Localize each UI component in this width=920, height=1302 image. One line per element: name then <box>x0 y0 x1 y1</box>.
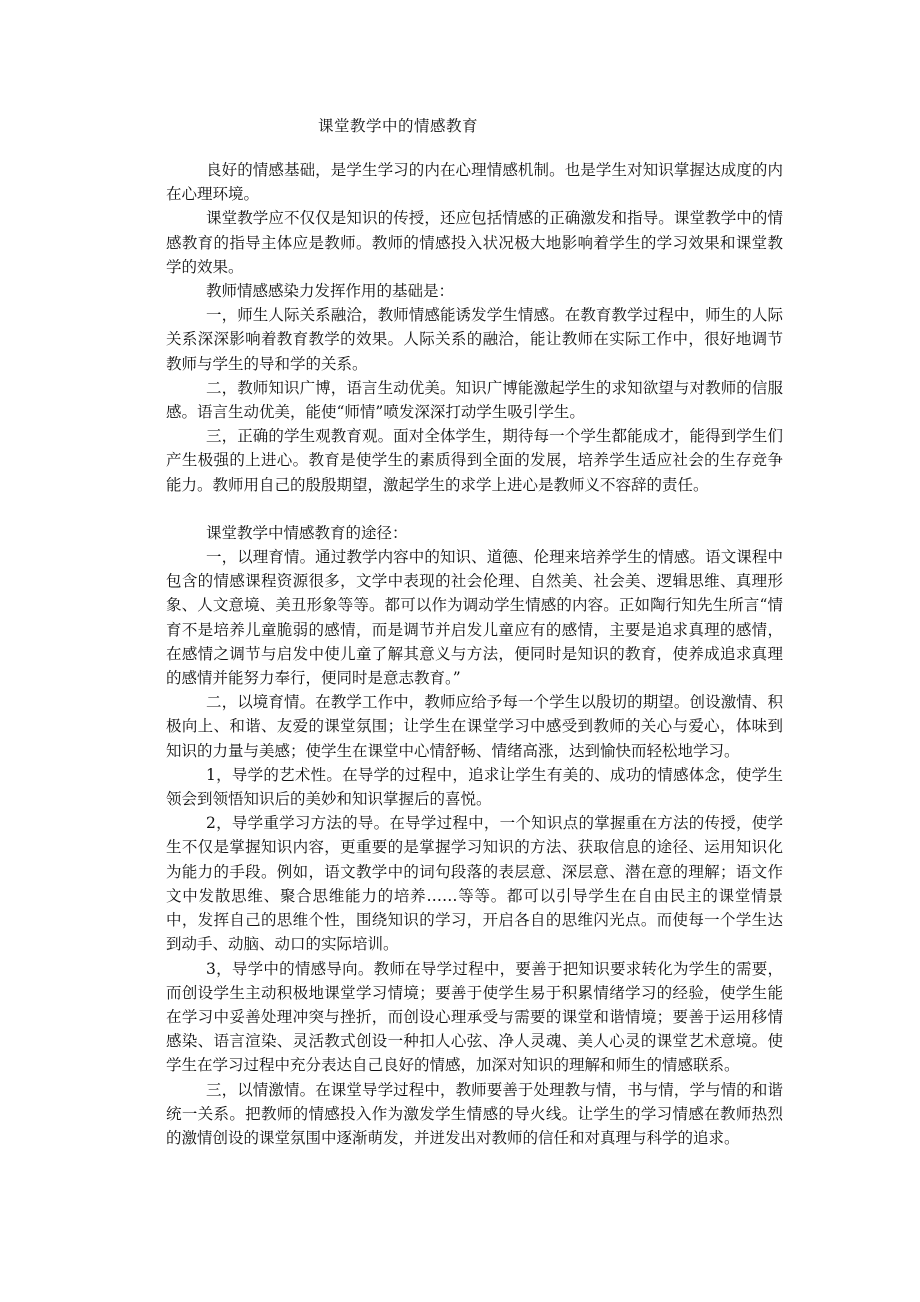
paragraph: 良好的情感基础，是学生学习的内在心理情感机制。也是学生对知识掌握达成度的内在心理环境。 <box>166 161 783 204</box>
paragraph: 1，导学的艺术性。在导学的过程中，追求让学生有美的、成功的情感体念，使学生领会到领悟知识后的美妙和知识掌握后的喜悦。 <box>166 765 783 809</box>
section-heading: 课堂教学中情感教育的途径： <box>206 523 408 542</box>
paragraph: 三，以情激情。在课堂导学过程中，教师要善于处理教与情，书与情，学与情的和谐统一关系。把教师的情感投入作为激发学生情感的导火线。让学生的学习情感在教师热烈的激情创设的课堂氛围中逐渐萌发，并迸发出对教师的信任和对真理与科学的追求。 <box>166 1080 783 1147</box>
paragraph: 2，导学重学习方法的导。在导学过程中，一个知识点的掌握重在方法的传授，使学生不仅是掌握知识内容，更重要的是掌握学习知识的方法、获取信息的途径、运用知识化为能力的手段。例如，语文教学中的词句段落的表层意、深层意、潜在意的理解；语文作文中发散思维、聚合思维能力的培养……等等。都可以引导学生在自由民主的课堂情景中，发挥自己的思维个性，围绕知识的学习，开启各自的思维闪光点。而使每一个学生达到动手、动脑、动口的实际培训。 <box>166 814 783 954</box>
paragraph: 二，以境育情。在教学工作中，教师应给予每一个学生以殷切的期望。创设激情、积极向上、和谐、友爱的课堂氛围；让学生在课堂学习中感受到教师的关心与爱心，体味到知识的力量与美感；使学生在课堂中心情舒畅、情绪高涨，达到愉快而轻松地学习。 <box>166 693 783 760</box>
document-title: 课堂教学中的情感教育 <box>318 117 479 135</box>
paragraph: 3，导学中的情感导向。教师在导学过程中，要善于把知识要求转化为学生的需要，而创设学生主动积极地课堂学习情境；要善于使学生易于积累情绪学习的经验，使学生能在学习中妥善处理冲突与挫折，而创设心理承受与需要的课堂和谐情境；要善于运用移情感染、语言渲染、灵活教式创设一种扣人心弦、净人灵魂、美人心灵的课堂艺术意境。使学生在学习过程中充分表达自己良好的情感，加深对知识的理解和师生的情感联系。 <box>166 959 783 1075</box>
paragraph: 三，正确的学生观教育观。面对全体学生，期待每一个学生都能成才，能得到学生们产生极强的上进心。教育是使学生的素质得到全面的发展，培养学生适应社会的生存竞争能力。教师用自己的殷殷期望，激起学生的求学上进心是教师义不容辞的责任。 <box>166 427 783 494</box>
paragraph: 一，以理育情。通过教学内容中的知识、道德、伦理来培养学生的情感。语文课程中包含的情感课程资源很多，文学中表现的社会伦理、自然美、社会美、逻辑思维、真理形象、人文意境、美丑形象等等。都可以作为调动学生情感的内容。正如陶行知先生所言“情育不是培养儿童脆弱的感情，而是调节并启发儿童应有的感情，主要是追求真理的感情，在感情之调节与启发中使儿童了解其意义与方法，便同时是知识的教育，使养成追求真理的感情并能努力奉行，便同时是意志教育。” <box>166 548 783 688</box>
document-body <box>166 158 783 1150</box>
paragraph: 课堂教学应不仅仅是知识的传授，还应包括情感的正确激发和指导。课堂教学中的情感教育的指导主体应是教师。教师的情感投入状况极大地影响着学生的学习效果和课堂教学的效果。 <box>166 209 783 276</box>
paragraph: 二，教师知识广博，语言生动优美。知识广博能激起学生的求知欲望与对教师的信服感。语言生动优美，能使“师情”喷发深深打动学生吸引学生。 <box>166 378 783 422</box>
paragraph: 教师情感感染力发挥作用的基础是： <box>206 282 455 301</box>
section-spacer <box>166 497 783 521</box>
paragraph: 一，师生人际关系融洽，教师情感能诱发学生情感。在教育教学过程中，师生的人际关系深深影响着教育教学的效果。人际关系的融洽，能让教师在实际工作中，很好地调节教师与学生的导和学的关系。 <box>166 306 783 373</box>
